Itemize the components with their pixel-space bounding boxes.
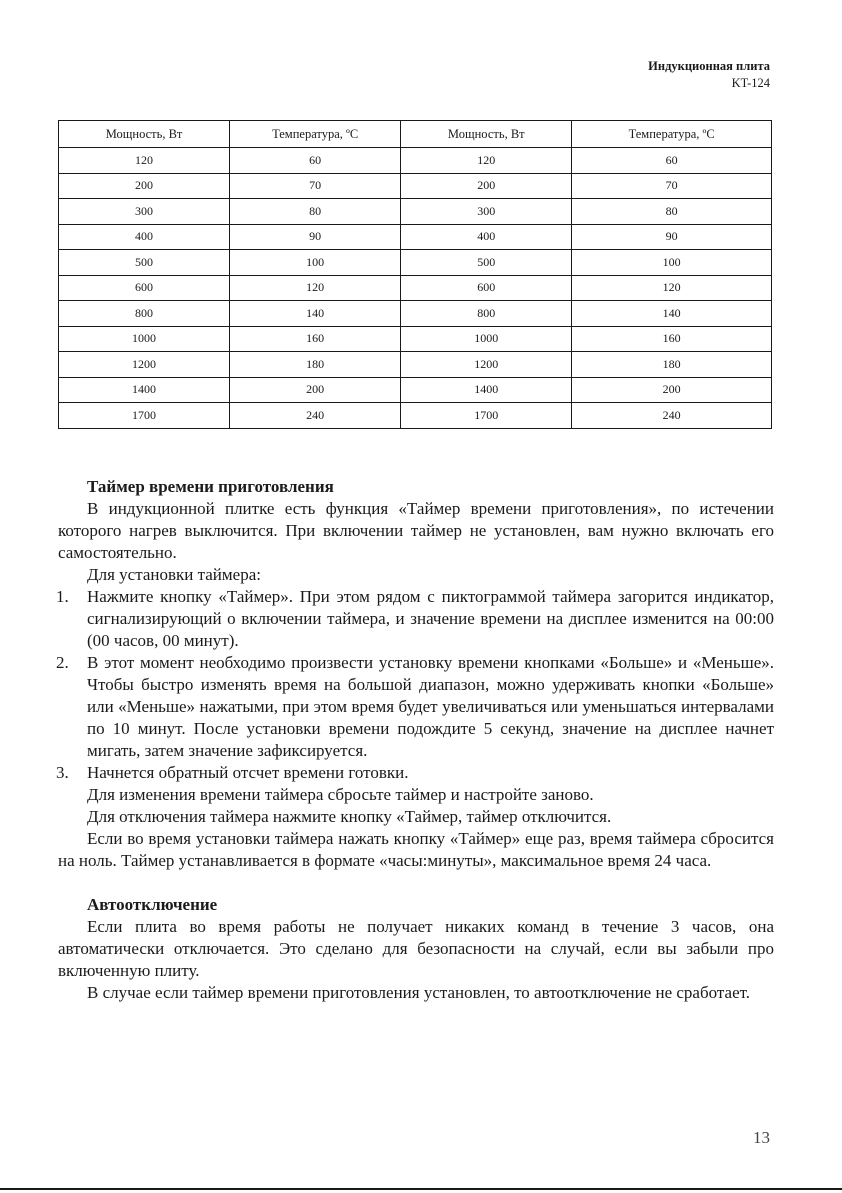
table-cell: 600 bbox=[59, 275, 230, 301]
list-number: 3. bbox=[56, 763, 69, 782]
table-cell: 1200 bbox=[401, 352, 572, 378]
list-number: 2. bbox=[56, 653, 69, 672]
column-header: Температура, ºC bbox=[572, 121, 772, 148]
timer-disable-text: Для отключения таймера нажмите кнопку «Таймер, таймер отключится. bbox=[87, 807, 612, 826]
autooff-text: Если плита во время работы не получает никаких команд в течение 3 часов, она автоматически отключается. Это сделано для безопасности на случай, если вы забыли про включенную плиту. bbox=[58, 917, 774, 980]
power-temperature-table bbox=[58, 120, 772, 429]
table-cell: 200 bbox=[572, 377, 772, 403]
table-cell: 400 bbox=[401, 224, 572, 250]
table-cell: 200 bbox=[401, 173, 572, 199]
list-item bbox=[58, 652, 774, 762]
timer-heading: Таймер времени приготовления bbox=[87, 477, 334, 496]
list-item-text: Нажмите кнопку «Таймер». При этом рядом с пиктограммой таймера загорится индикатор, сигнализирующий о включении таймера, и значение времени на дисплее изменится на 00:00 (00 часов, 00 минут). bbox=[87, 587, 774, 650]
list-item bbox=[58, 762, 774, 784]
table-cell: 140 bbox=[230, 301, 401, 327]
column-header: Мощность, Вт bbox=[59, 121, 230, 148]
table-cell: 1700 bbox=[59, 403, 230, 429]
table-cell: 1400 bbox=[401, 377, 572, 403]
table-cell: 120 bbox=[401, 148, 572, 174]
table-cell: 100 bbox=[230, 250, 401, 276]
table-cell: 70 bbox=[230, 173, 401, 199]
table-row bbox=[59, 301, 772, 327]
table-row bbox=[59, 224, 772, 250]
table-cell: 300 bbox=[401, 199, 572, 225]
table-cell: 90 bbox=[230, 224, 401, 250]
table-row bbox=[59, 275, 772, 301]
timer-intro: В индукционной плитке есть функция «Таймер времени приготовления», по истечении которого нагрев выключится. При включении таймер не установлен, вам нужно включать его самостоятельно. bbox=[58, 499, 774, 562]
table-cell: 120 bbox=[59, 148, 230, 174]
table-row bbox=[59, 326, 772, 352]
list-item-text: Начнется обратный отсчет времени готовки. bbox=[87, 763, 409, 782]
table-cell: 160 bbox=[230, 326, 401, 352]
table-cell: 800 bbox=[59, 301, 230, 327]
table-cell: 120 bbox=[572, 275, 772, 301]
page-number: 13 bbox=[753, 1128, 770, 1147]
column-header: Мощность, Вт bbox=[401, 121, 572, 148]
list-item bbox=[58, 586, 774, 652]
table-cell: 240 bbox=[230, 403, 401, 429]
timer-setup-intro: Для установки таймера: bbox=[87, 565, 261, 584]
table-cell: 200 bbox=[230, 377, 401, 403]
autooff-text: В случае если таймер времени приготовления установлен, то автоотключение не сработает. bbox=[87, 983, 751, 1002]
table-cell: 1200 bbox=[59, 352, 230, 378]
footer-rule bbox=[0, 1188, 842, 1190]
table-cell: 1400 bbox=[59, 377, 230, 403]
table-row bbox=[59, 199, 772, 225]
timer-change-text: Для изменения времени таймера сбросьте таймер и настройте заново. bbox=[87, 785, 594, 804]
table-header-row bbox=[59, 121, 772, 148]
page-header bbox=[648, 58, 770, 92]
table-cell: 60 bbox=[572, 148, 772, 174]
table-cell: 80 bbox=[572, 199, 772, 225]
table-cell: 80 bbox=[230, 199, 401, 225]
table-cell: 70 bbox=[572, 173, 772, 199]
table-cell: 160 bbox=[572, 326, 772, 352]
table-cell: 300 bbox=[59, 199, 230, 225]
table-cell: 120 bbox=[230, 275, 401, 301]
table-cell: 1000 bbox=[401, 326, 572, 352]
table-cell: 180 bbox=[572, 352, 772, 378]
table-row bbox=[59, 403, 772, 429]
list-number: 1. bbox=[56, 587, 69, 606]
table-cell: 60 bbox=[230, 148, 401, 174]
table-cell: 1700 bbox=[401, 403, 572, 429]
table-cell: 500 bbox=[59, 250, 230, 276]
table-row bbox=[59, 173, 772, 199]
list-item-text: В этот момент необходимо произвести установку времени кнопками «Больше» и «Меньше». Чтобы быстро изменять время на большой диапазон, можно удерживать кнопки «Больше» или «Меньше» нажатыми, при этом время будет увеличиваться или уменьшаться интервалами по 10 минут. После установки времени подождите 5 секунд, значение на дисплее начнет мигать, затем значение зафиксируется. bbox=[87, 653, 774, 760]
table-cell: 100 bbox=[572, 250, 772, 276]
table-row bbox=[59, 377, 772, 403]
table-row bbox=[59, 250, 772, 276]
table-row bbox=[59, 148, 772, 174]
autooff-heading: Автоотключение bbox=[87, 895, 218, 914]
timer-reset-text: Если во время установки таймера нажать кнопку «Таймер» еще раз, время таймера сбросится на ноль. Таймер устанавливается в формате «часы:минуты», максимальное время 24 часа. bbox=[58, 829, 774, 870]
table-cell: 600 bbox=[401, 275, 572, 301]
section-spacer bbox=[58, 872, 774, 894]
table-row bbox=[59, 352, 772, 378]
table-cell: 180 bbox=[230, 352, 401, 378]
table-cell: 140 bbox=[572, 301, 772, 327]
header-title: Индукционная плита bbox=[648, 59, 770, 73]
table-cell: 800 bbox=[401, 301, 572, 327]
table-cell: 400 bbox=[59, 224, 230, 250]
column-header: Температура, ºC bbox=[230, 121, 401, 148]
table-cell: 240 bbox=[572, 403, 772, 429]
table-cell: 500 bbox=[401, 250, 572, 276]
timer-steps-list bbox=[58, 586, 774, 784]
table-cell: 200 bbox=[59, 173, 230, 199]
table-cell: 1000 bbox=[59, 326, 230, 352]
header-model: KT-124 bbox=[731, 76, 770, 90]
table-cell: 90 bbox=[572, 224, 772, 250]
page-content bbox=[58, 476, 774, 1004]
